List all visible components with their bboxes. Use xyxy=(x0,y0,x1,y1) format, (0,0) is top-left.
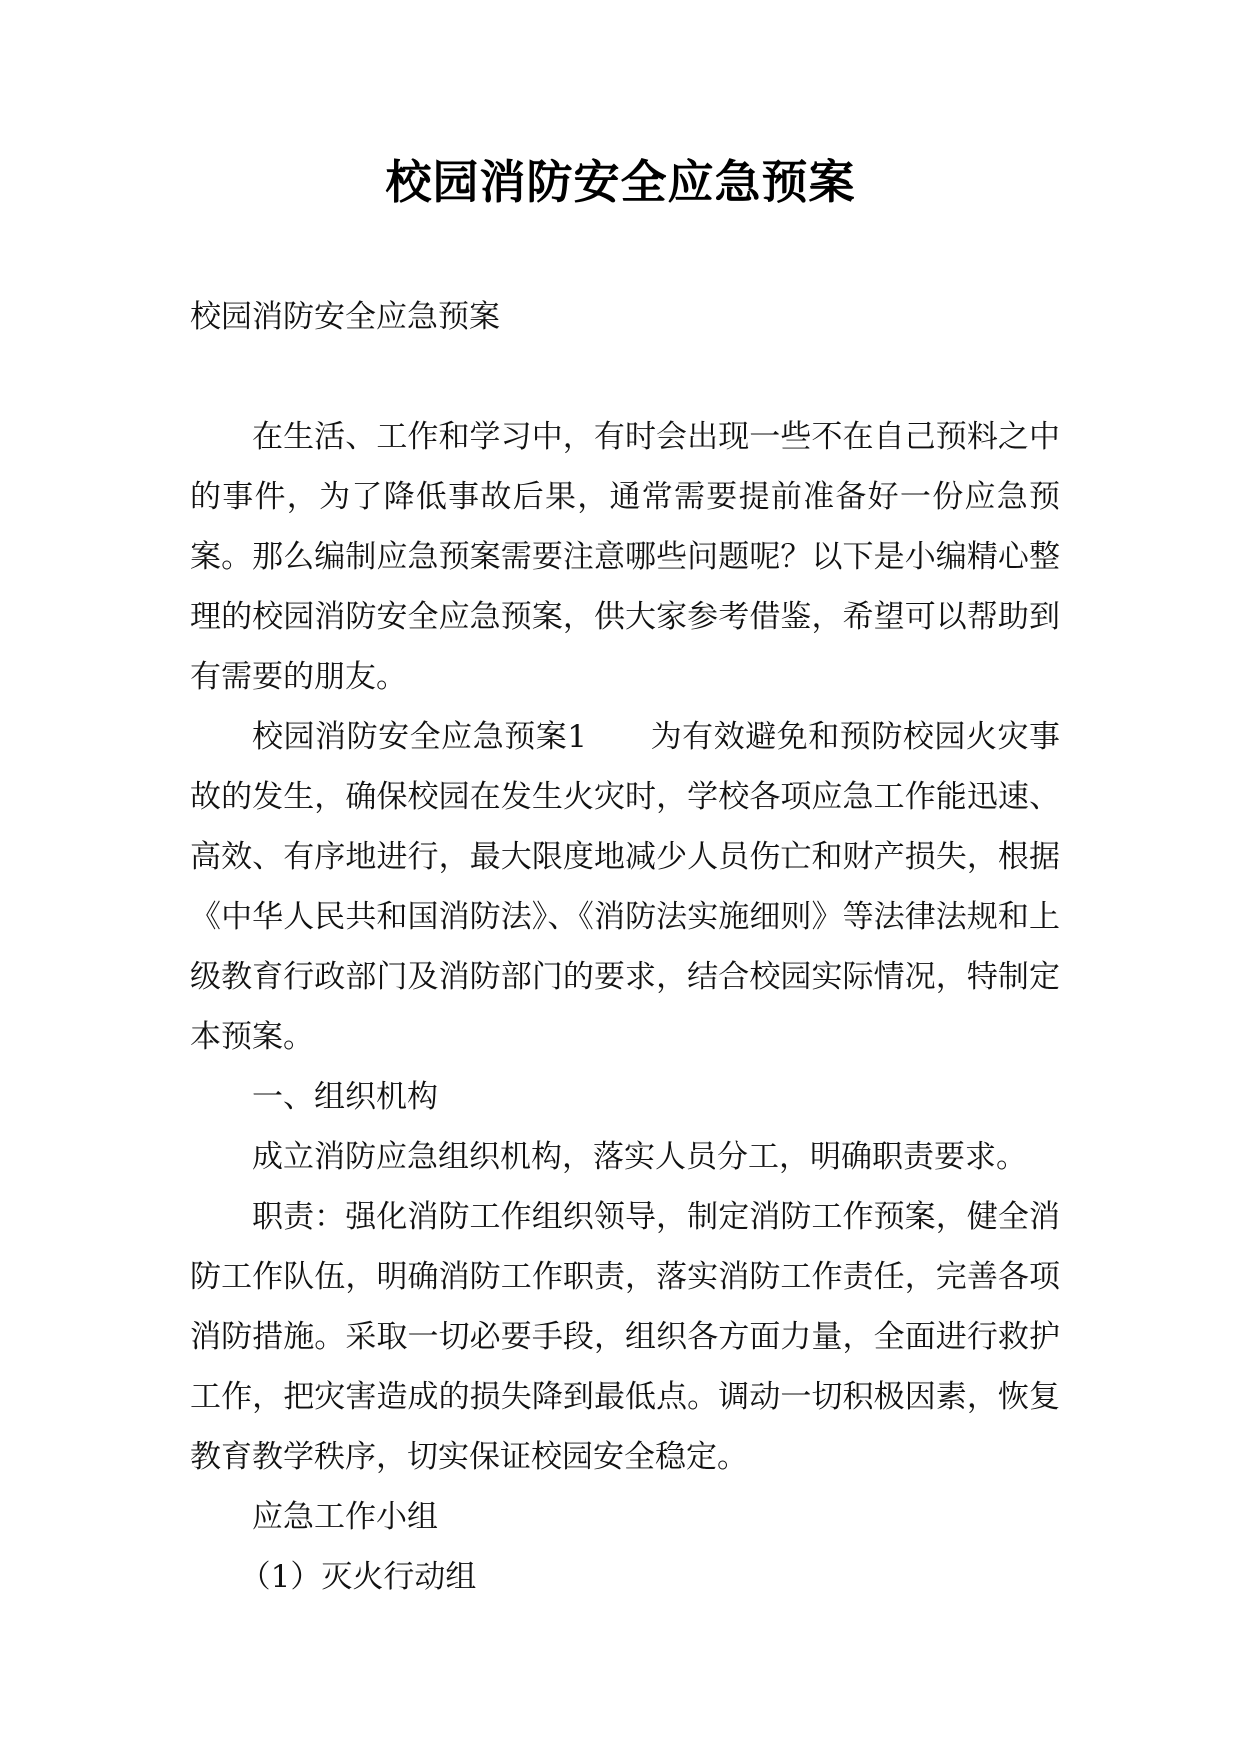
section-heading-working-group: 应急工作小组 xyxy=(252,1499,438,1535)
plan-1-paragraph: 校园消防安全应急预案1 为有效避免和预防校园火灾事故的发生，确保校园在发生火灾时，学校各项应急工作能迅速、高效、有序地进行，最大限度地减少人员伤亡和财产损失，根据《中华人民共和国消防法》、《消防法实施细则》等法律法规和上级教育行政部门及消防部门的要求，结合校园实际情况，特制定本预案。 xyxy=(190,719,1060,1055)
duties-paragraph: 职责：强化消防工作组织领导，制定消防工作预案，健全消防工作队伍，明确消防工作职责，落实消防工作责任，完善各项消防措施。采取一切必要手段，组织各方面力量，全面进行救护工作，把灾害造成的损失降到最低点。调动一切积极因素，恢复教育教学秩序，切实保证校园安全稳定。 xyxy=(190,1199,1060,1475)
list-item-firefighting-group: （1）灭火行动组 xyxy=(239,1559,477,1595)
document-title: 校园消防安全应急预案 xyxy=(385,155,856,209)
organization-paragraph: 成立消防应急组织机构，落实人员分工，明确职责要求。 xyxy=(252,1139,1027,1175)
intro-paragraph: 在生活、工作和学习中，有时会出现一些不在自己预料之中的事件，为了降低事故后果，通常需要提前准备好一份应急预案。那么编制应急预案需要注意哪些问题呢？以下是小编精心整理的校园消防安全应急预案，供大家参考借鉴，希望可以帮助到有需要的朋友。 xyxy=(190,419,1060,695)
document-subtitle: 校园消防安全应急预案 xyxy=(190,299,500,335)
section-heading-organization: 一、组织机构 xyxy=(252,1079,438,1115)
document-body xyxy=(190,407,1060,1607)
